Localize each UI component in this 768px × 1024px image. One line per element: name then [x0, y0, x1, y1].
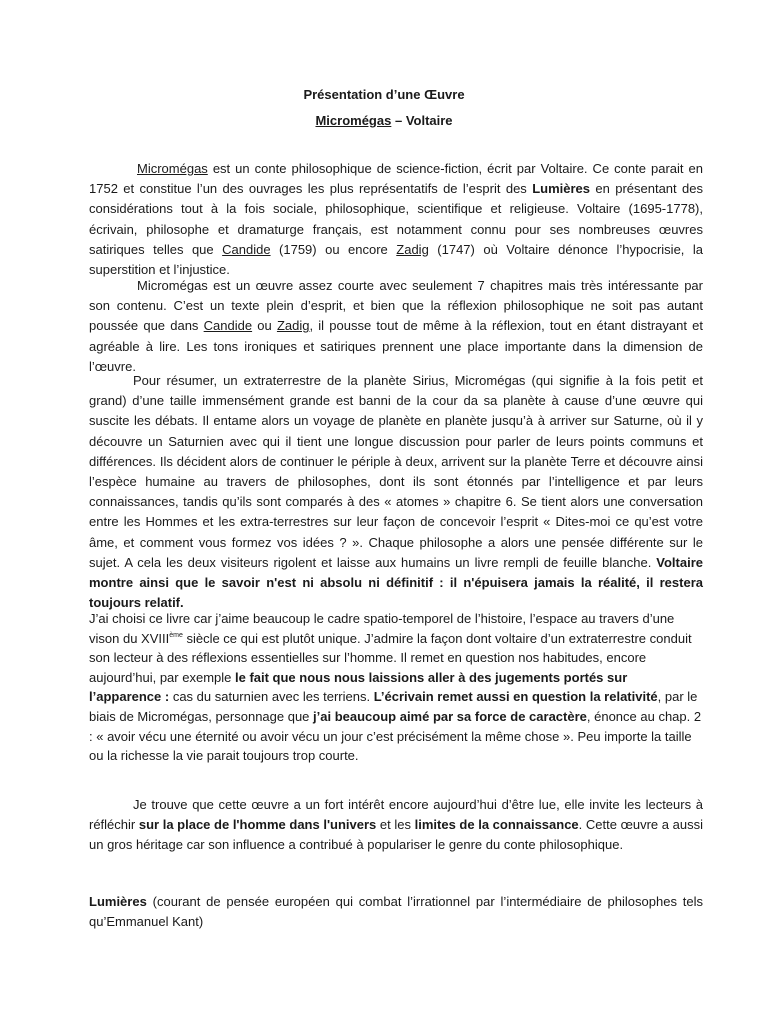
- text-run: et les: [376, 817, 415, 833]
- text-run: J’ai choisi ce livre car j’aime beaucoup le cadre spatio-temporel de l’histoire, l’espace au travers d’une vison du XVIII: [89, 611, 675, 646]
- text-run: Pour résumer, un extraterrestre de la planète Sirius, Micromégas (qui signifie à la fois petit et grand) d’une taille immensément grande est banni de la cour da sa planète à cause d’une œuvre qui suscite les débats. Il entame alors un voyage de planète en planète jusqu’à à arriver sur Saturne, où il y découvre un Saturnien avec qui il tient une longue discussion pour parler de leurs points communs et différences. Ils décident alors de continuer le périple à deux, arrivent sur la planète Terre et découvre ainsi l’espèce humaine au travers de philosophes, dont ils sont étonnés par l’intelligence et par leurs connaissances, tandis qu’ils sont comparés à des « atomes » chapitre 6. Se tient alors une conversation entre les Hommes et les extra-terrestres sur leur façon de concevoir l’esprit « Dites-moi ce qu’est votre âme, et comment vous formez vos idées ? ». Chaque philosophe a alors une pensée différente sur le sujet. A cela les deux visiteurs rigolent et laisse aux humains un livre rempli de feuille blanche.: [89, 373, 703, 570]
- title-work: Micromégas: [315, 113, 392, 128]
- page-subtitle: [0, 113, 768, 128]
- text-run: ou: [252, 318, 277, 334]
- text-run: Je trouve que cette œuvre a un fort intérêt encore aujourd’hui d’être lue, elle invite les lecteurs à réfléchir: [89, 797, 703, 833]
- page-title: Présentation d’une Œuvre: [303, 87, 465, 102]
- paragraph-description: [89, 276, 703, 377]
- work-title-ref: Micromégas: [137, 161, 208, 176]
- candide-ref: Candide: [222, 241, 271, 257]
- text-run: (1759) ou encore: [270, 241, 397, 257]
- summary-conclusion: Voltaire montre ainsi que le savoir n'est ni absolu ni définitif : il n'épuisera jamais la réalité, il restera toujours relatif.: [89, 554, 703, 611]
- text-run: est un conte philosophique de science-fiction, écrit par Voltaire. Ce conte parait en 1752 et constitue l’un des ouvrages les plus représentatifs de l’esprit des: [89, 161, 703, 197]
- text-run: . Cette œuvre a aussi un gros héritage car son influence a contribué à populariser le genre du conte philosophique.: [89, 817, 703, 853]
- title-author: Voltaire: [405, 113, 453, 128]
- text-run: , énonce au chap. 2 : « avoir vécu une éternité ou avoir vécu un jour c’est précisément la même chose ». Peu importe la taille ou la richesse la vie parait toujours trop courte.: [89, 708, 702, 764]
- title-dash: –: [391, 113, 406, 128]
- zadig-ref: Zadig: [396, 241, 429, 257]
- paragraph-intro: [89, 159, 703, 280]
- text-run: cas du saturnien avec les terriens.: [169, 689, 374, 705]
- text-run: (1747) où Voltaire dénonce l’hypocrisie, la superstition et l’injustice.: [89, 241, 704, 278]
- lumieres-term: Lumières: [89, 894, 147, 909]
- superscript-eme: ème: [169, 631, 183, 639]
- text-run: , il pousse tout de même à la réflexion, tout en étant distrayant et agréable à lire. Les tons ironiques et satiriques prennent une place importante dans la dimension de l’œuvre.: [89, 318, 703, 374]
- candide-ref: Candide: [203, 318, 253, 334]
- text-run: (courant de pensée européen qui combat l’irrationnel par l’intermédiaire de philosophes tels qu’Emmanuel Kant): [89, 894, 703, 930]
- bold-phrase: sur la place de l'homme dans l'univers: [138, 817, 377, 833]
- bold-phrase: le fait que nous nous laissions aller à des jugements portés sur l’apparence :: [89, 669, 628, 705]
- paragraph-opinion: [89, 609, 703, 766]
- paragraph-interest: [89, 795, 703, 856]
- text-run: siècle ce qui est plutôt unique. J’admire la façon dont voltaire d’un extraterrestre conduit son lecteur à des réflexions essentielles sur l’homme. Il remet en question nos habitudes, encore aujourd’hui, par exemple: [89, 630, 692, 685]
- lumieres-ref: Lumières: [532, 181, 590, 197]
- text-run: Micromégas est un œuvre assez courte avec seulement 7 chapitres mais très intéressante par son contenu. C’est un texte plein d’esprit, et bien que la réflexion philosophique ne soit pas autant poussée que dans: [89, 278, 703, 334]
- zadig-ref: Zadig: [276, 318, 310, 334]
- text-run: en présentant des considérations tout à la fois sociale, philosophique, scientifique et religieuse. Voltaire (1695-1778), écrivain, philosophe et dramaturge français, est notamment connu pour ses nombreuses œuvres satiriques telles que: [89, 181, 703, 257]
- bold-phrase: j’ai beaucoup aimé par sa force de caractère: [313, 708, 587, 724]
- text-run: , par le biais de Micromégas, personnage que: [89, 689, 698, 724]
- paragraph-summary: [89, 371, 703, 613]
- footnote-lumieres: [89, 892, 703, 932]
- bold-phrase: L’écrivain remet aussi en question la relativité: [373, 689, 658, 705]
- bold-phrase: limites de la connaissance: [414, 817, 579, 833]
